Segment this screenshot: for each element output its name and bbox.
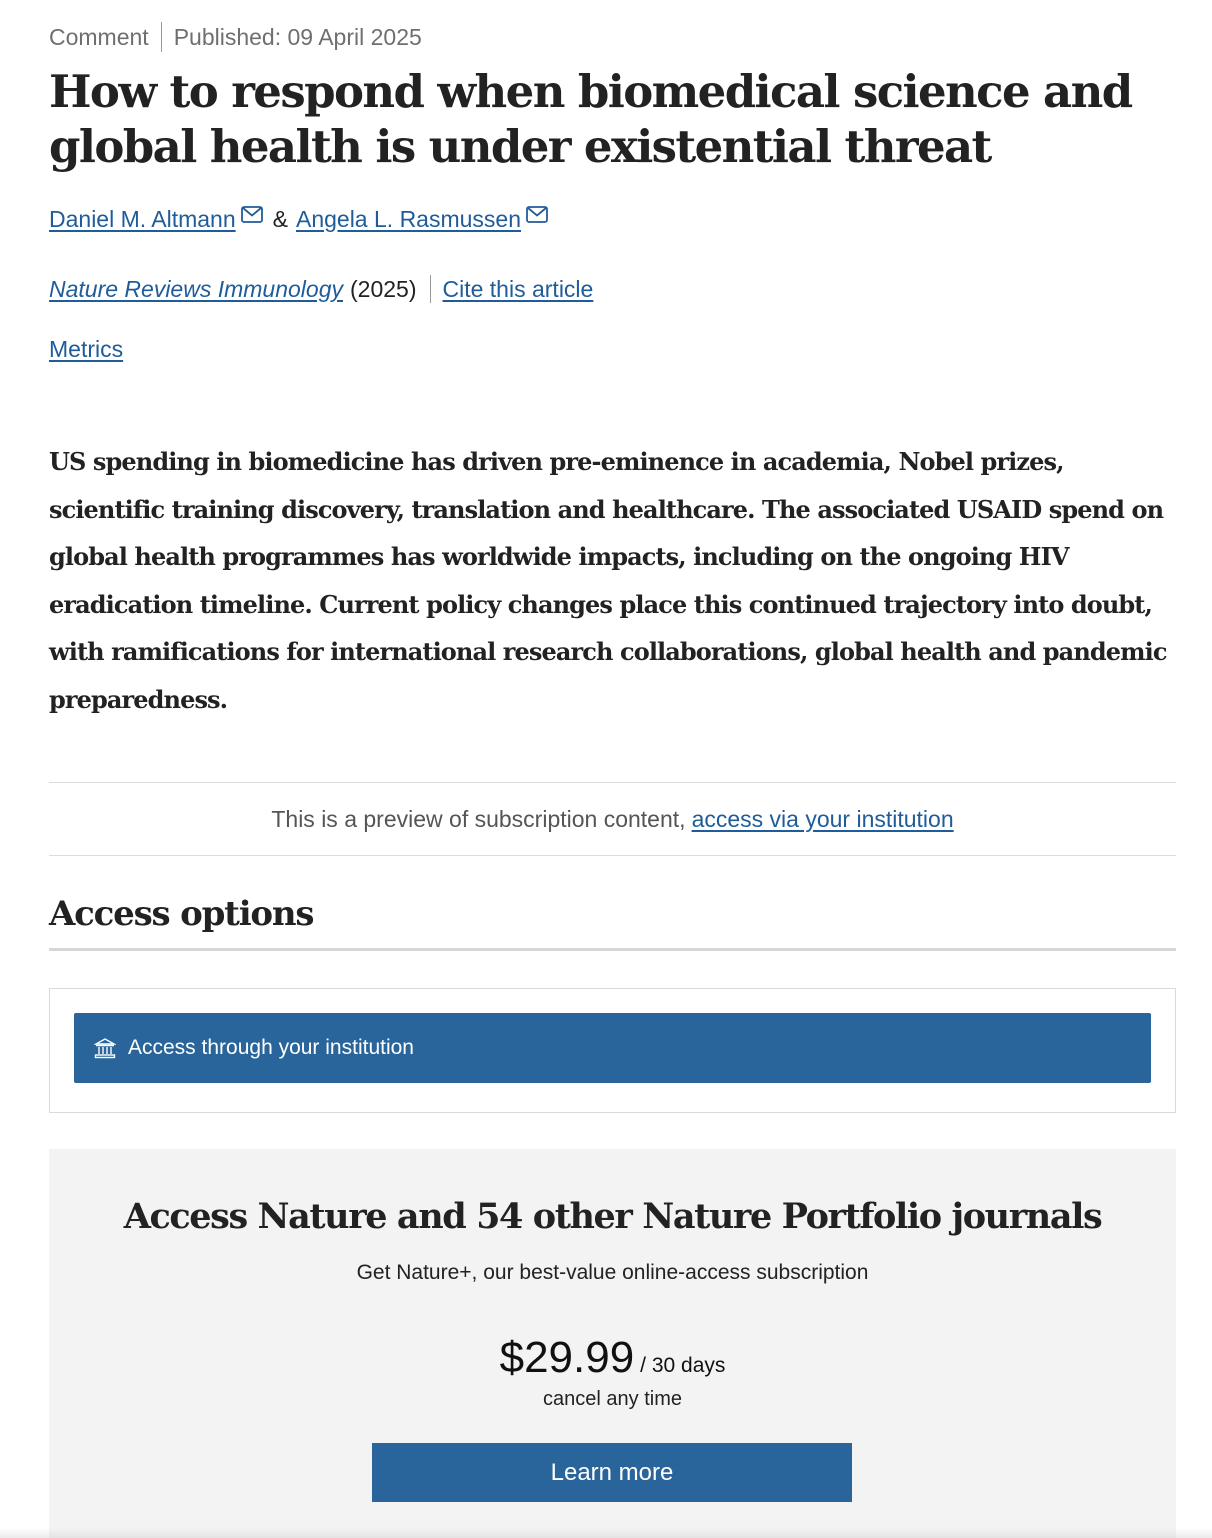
- cancel-note: cancel any time: [543, 1388, 682, 1410]
- journal-info: [49, 273, 593, 305]
- author-link-rasmussen[interactable]: Angela L. Rasmussen: [295, 206, 521, 232]
- published-date: Published: 09 April 2025: [173, 24, 422, 50]
- mail-icon[interactable]: [526, 206, 548, 223]
- promo-title: Access Nature and 54 other Nature Portfolio journals: [123, 1196, 1102, 1237]
- journal-year: (2025): [350, 276, 417, 302]
- author-separator: &: [272, 206, 288, 232]
- author-list: [49, 203, 558, 235]
- promo-subtitle: Get Nature+, our best-value online-access subscription: [356, 1261, 869, 1284]
- subscription-promo: [49, 1149, 1176, 1538]
- institution-access-box: [49, 988, 1176, 1113]
- journal-link[interactable]: Nature Reviews Immunology: [49, 276, 344, 302]
- price-period: / 30 days: [640, 1354, 726, 1377]
- access-divider: [49, 948, 1176, 951]
- author-link-altmann[interactable]: Daniel M. Altmann: [49, 206, 236, 232]
- institution-icon: [94, 1037, 116, 1059]
- access-institution-link[interactable]: access via your institution: [691, 805, 954, 832]
- bottom-edge-shadow: [0, 1528, 1212, 1538]
- article-abstract: US spending in biomedicine has driven pre-eminence in academia, Nobel prizes, scientific training discovery, translation and healthcare. The associated USAID spend on global health programmes has worldwide impacts, including on the ongoing HIV eradication timeline. Current policy changes place this continued trajectory into doubt, with ramifications for international research collaborations, global health and pandemic preparedness.: [49, 447, 1167, 714]
- metrics-link[interactable]: Metrics: [49, 336, 124, 362]
- preview-text: This is a preview of subscription content,: [271, 805, 686, 832]
- mail-icon[interactable]: [241, 206, 263, 223]
- cite-article-link[interactable]: Cite this article: [442, 276, 594, 302]
- meta-divider: [161, 22, 162, 52]
- learn-more-button[interactable]: Learn more: [372, 1443, 852, 1502]
- access-options-heading: Access options: [49, 894, 314, 934]
- journal-divider: [430, 275, 431, 303]
- article-type: Comment: [49, 24, 149, 50]
- article-title: How to respond when biomedical science and global health is under existential threat: [49, 65, 1132, 173]
- access-institution-label: Access through your institution: [128, 1036, 414, 1059]
- preview-notice: [49, 782, 1176, 856]
- article-meta: [49, 22, 422, 52]
- price: $29.99: [499, 1333, 635, 1382]
- price-row: [49, 1332, 1176, 1384]
- metrics-row: [49, 333, 123, 365]
- access-institution-button[interactable]: [74, 1013, 1151, 1083]
